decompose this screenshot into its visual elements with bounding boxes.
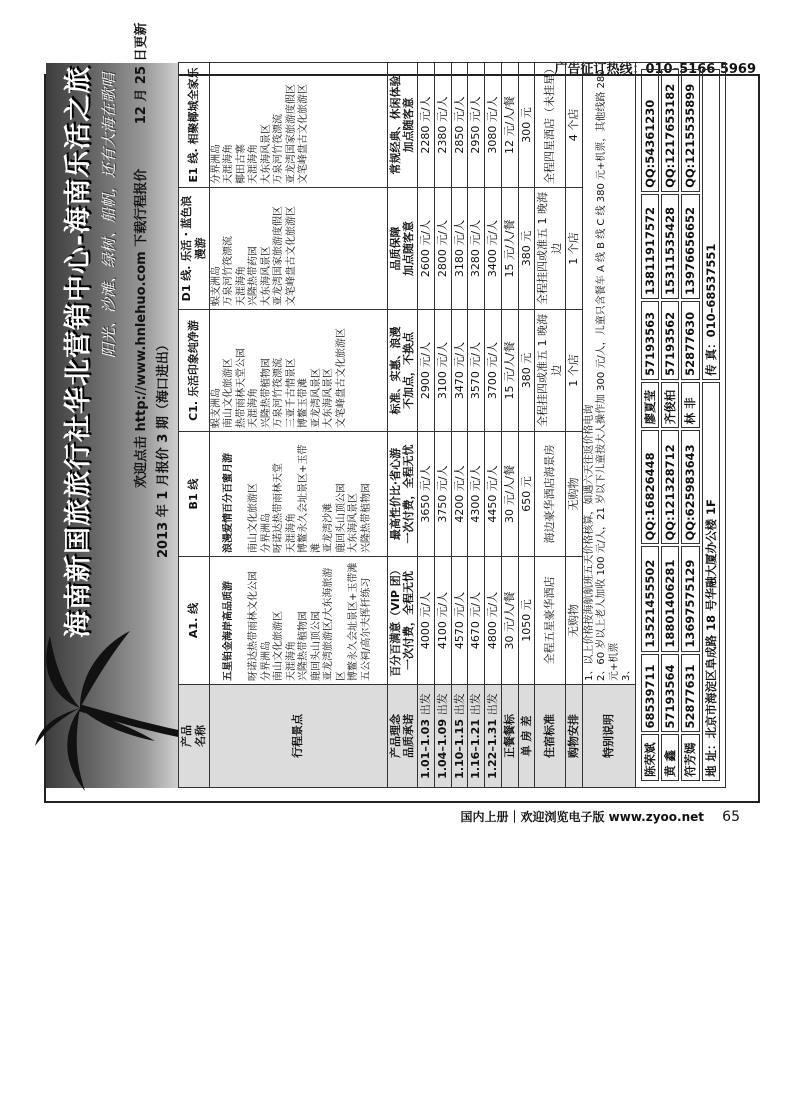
contact-mobile: 13521455502 [641,546,659,651]
route-name: B1 线 [179,432,210,557]
route-spots [209,557,387,685]
single-cell: 650 元 [518,432,535,557]
route-spots: 蜈支洲岛 南山文化旅游区 热带雨林天堂公园 天涯海角 兴隆热带植物园 万泉河竹筏漂流 三亚千古情景区 博鳌玉带滩 亚龙湾风景区 大东海风景区 文笔峰盘古文化旅游区 [209,310,387,432]
note-line: 1、以上价格按海航航班五天价格核算，如遇六天往返价格电询 [583,404,595,681]
price-cell: 3470 元/人 [451,310,468,432]
contact-qq: QQ:625983643 [681,430,699,544]
route-name: E1 线. 相聚椰城全家乐 [179,63,210,188]
shopping-cell: 1 个店 [565,310,582,432]
price-cell: 2380 元/人 [434,63,451,188]
meal-cell: 30 元/人/餐 [501,432,518,557]
price-cell: 4000 元/人 [418,557,435,685]
label-concept: 产品理念 品质承诺 [387,685,418,788]
footer-text[interactable]: 国内上册｜欢迎浏览电子版 www.zyoo.net [460,810,704,824]
label-spots: 行程景点 [209,685,387,788]
price-cell: 4200 元/人 [451,432,468,557]
contact-name: 廖夏莹 [641,382,659,429]
price-cell: 3280 元/人 [468,188,485,310]
table-row [209,63,387,788]
fax: 传 真：010–68537551 [702,69,720,380]
contact-mobile: 13976656652 [681,194,699,299]
contact-mobile: 13811917572 [641,194,659,299]
price-cell: 4100 元/人 [434,557,451,685]
concept-cell: 品质保障 加点随客意 [387,188,418,310]
date-label: 1.01–1.03 出发 [418,685,435,788]
date-label: 1.10–1.15 出发 [451,685,468,788]
spot-list: 南山文化旅游区 分界洲岛 呀诺达热带雨林天堂 天涯海角 博鳌永久会址景区+玉带滩 亚龙湾沙滩 鹿回头山顶公园 大东海风景区 兴隆热带植物园 [248,444,372,553]
shopping-cell: 4 个店 [565,63,582,188]
contact-tel: 52877631 [681,654,699,733]
hotel-cell: 全程挂四或准五 1 晚海边 [535,310,566,432]
contact-tel: 52877630 [681,301,699,380]
price-cell: 3650 元/人 [418,432,435,557]
price-cell: 2280 元/人 [418,63,435,188]
banner-title: 海南新国旅旅行社华北营销中心-海南乐活之旅 [63,65,94,638]
contact-tel: 57193562 [661,301,679,380]
route-name: A1. 线 [179,557,210,685]
table-row [468,63,485,788]
hotel-cell: 全程四星酒店（未挂星） [535,63,566,188]
contact-row [641,69,659,781]
table-row [451,63,468,788]
table-row [485,63,502,788]
price-cell: 3100 元/人 [434,310,451,432]
label-meals: 正餐餐标 [501,685,518,788]
date-label: 1.22–1.31 出发 [485,685,502,788]
label-product: 产品 名称 [179,685,210,788]
route-spots: 分界洲岛 天涯海角 椰田古寨 天涯海角 大东海风景区 万泉河竹筏漂流 亚龙湾国家旅游度假区 文笔峰盘古文化旅游区 [209,63,387,188]
meal-cell: 15 元/人/餐 [501,188,518,310]
route-subtitle: 五星铂金海岸高品质游 [223,581,234,681]
banner-welcome-line [130,22,149,488]
price-cell: 4570 元/人 [451,557,468,685]
date-label: 1.04–1.09 出发 [434,685,451,788]
contact-name: 陈荣斌 [641,734,659,781]
price-cell: 2800 元/人 [434,188,451,310]
contact-qq: QQ:1215535899 [681,69,699,192]
price-cell: 3080 元/人 [485,63,502,188]
price-issue: 2013 年 1 月报价 3 期（海口进出） [156,338,171,558]
price-cell: 4450 元/人 [485,432,502,557]
spot-list: 呀诺达热带雨林文化公园 分界洲岛 南山文化旅游区 天涯海角 兴隆热带植物园 鹿回头山顶公园 亚龙湾旅游区/大东海旅游区 博鳌永久会址景区+玉带滩 五公祠/高尔夫挥杆练习 [248,562,372,681]
price-cell: 4300 元/人 [468,432,485,557]
price-cell: 4800 元/人 [485,557,502,685]
price-cell: 2600 元/人 [418,188,435,310]
hotel-cell: 海边豪华酒店海景房 [535,432,566,557]
route-subtitle: 浪漫爱情百分百蜜月游 [223,453,234,553]
concept-cell: 标准、实惠、浪漫 不加点，不换点 [387,310,418,432]
table-row [535,63,566,788]
note-line: 2、60 岁以上老人加收 100 元/人，21 岁以下儿童按大人操作加 300 元/人，儿童只含餐车 A 线 B 线 C 线 380 元+机票，其他线路 280 元+机票 [596,69,620,681]
meal-cell: 30 元/人/餐 [501,557,518,685]
shopping-cell: 1 个店 [565,188,582,310]
contact-row [661,69,679,781]
contact-tel: 57193563 [641,301,659,380]
date-label: 1.16–1.21 出发 [468,685,485,788]
route-spots: 蜈支洲岛 万泉河竹筏漂流 天涯海角 兴隆热带药园 大东海风景区 亚龙湾国家旅游度假区 文笔峰盘古文化旅游区 [209,188,387,310]
shopping-cell: 无购物 [565,557,582,685]
contact-qq: QQ:16826448 [641,430,659,544]
route-name: C1. 乐活印象纯净游 [179,310,210,432]
contact-name: 符芳嫣 [681,734,699,781]
price-table [178,62,726,788]
price-cell: 3700 元/人 [485,310,502,432]
page-number: 65 [722,809,740,825]
page-footer [460,808,740,825]
contact-qq: QQ:54361230 [641,69,659,192]
table-row [518,63,535,788]
meal-cell: 15 元/人/餐 [501,310,518,432]
label-single: 单 房 差 [518,685,535,788]
contact-mobile: 18801406281 [661,546,679,651]
table-row [179,63,210,788]
price-cell: 3570 元/人 [468,310,485,432]
single-cell: 300 元 [518,63,535,188]
contact-tel: 68539711 [641,654,659,733]
address: 地 址：北京市海淀区阜成路 18 号华融大厦办公楼 1F [702,382,720,781]
special-notes [582,63,635,685]
rotated-ad [46,22,758,788]
table-row [582,63,635,788]
price-cell: 2900 元/人 [418,310,435,432]
table-row [565,63,582,788]
contact-tel: 57193564 [661,654,679,733]
contact-row [681,69,699,781]
table-row [501,63,518,788]
website-welcome[interactable]: 欢迎点击 http://www.hnlehuo.com 下载行程报价 [134,168,149,488]
label-notes: 特别说明 [582,685,635,788]
concept-cell: 最高性价比·省心游 一次付费，全程无忧 [387,432,418,557]
hotel-cell: 全程挂四或准五 1 晚海边 [535,188,566,310]
price-cell: 3180 元/人 [451,188,468,310]
contact-mobile: 15311535428 [661,194,679,299]
table-row [434,63,451,788]
label-shopping: 购物安排 [565,685,582,788]
table-row [418,63,435,788]
contact-qq: QQ:1217653182 [661,69,679,192]
meal-cell: 12 元/人/餐 [501,63,518,188]
price-cell: 3400 元/人 [485,188,502,310]
route-spots [209,432,387,557]
table-row [635,63,726,788]
contact-qq: QQ:121328712 [661,430,679,544]
banner-slogan: 阳光、沙滩、绿树、船帆，还有大海在歌唱 [100,72,118,358]
contact-mobile: 13697575129 [681,546,699,651]
ad-hotline: 广告征订热线：010–5166 5969 [554,62,756,77]
shopping-cell: 无购物 [565,432,582,557]
concept-cell: 百分百满意（VIP 团） 一次付费，全程无忧 [387,557,418,685]
contact-name: 黄 鑫 [661,734,679,781]
update-date: 12 月 25 日更新 [134,22,149,125]
note-line: 3、 [621,664,632,681]
contact-name: 齐俊柏 [661,382,679,429]
contact-block [635,63,726,788]
route-name: D1 线. 乐活・蓝色浪漫游 [179,188,210,310]
banner [46,22,178,788]
single-cell: 1050 元 [518,557,535,685]
contact-name: 林 非 [681,382,699,429]
label-hotel: 住宿标准 [535,685,566,788]
palm-tree-icon [40,626,190,796]
concept-cell: 常规经典、休闲体验 加点随客意 [387,63,418,188]
table-row [387,63,418,788]
contact-row [702,69,720,781]
contact-table [639,67,723,783]
price-cell: 2950 元/人 [468,63,485,188]
single-cell: 380 元 [518,310,535,432]
hotel-cell: 全程五星豪华酒店 [535,557,566,685]
price-cell: 2850 元/人 [451,63,468,188]
price-cell: 4670 元/人 [468,557,485,685]
single-cell: 380 元 [518,188,535,310]
price-cell: 3750 元/人 [434,432,451,557]
